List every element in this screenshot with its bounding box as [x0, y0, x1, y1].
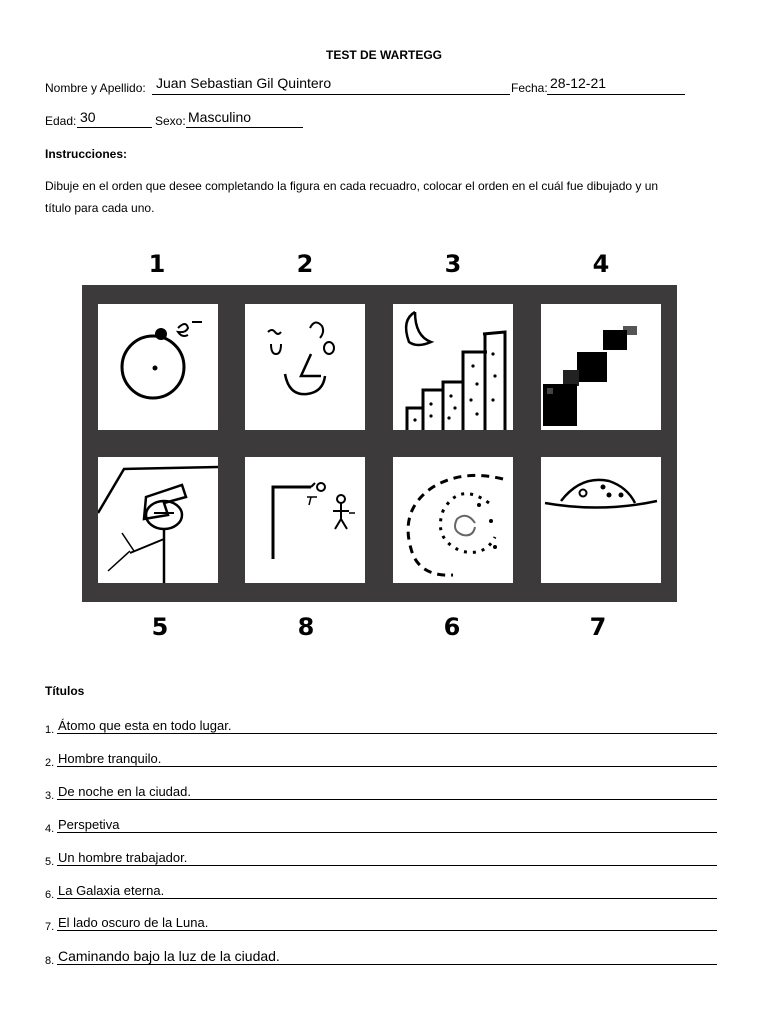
worker-drawing	[98, 457, 218, 583]
order-number-1: 1	[148, 250, 166, 278]
order-number-8: 8	[297, 613, 315, 641]
drawing-cell-3	[393, 304, 513, 430]
order-number-4: 4	[592, 250, 610, 278]
title-underline	[57, 898, 717, 899]
date-underline	[547, 94, 685, 95]
date-value: 28-12-21	[550, 75, 607, 91]
title-number: 6.	[45, 889, 55, 901]
title-underline	[57, 799, 717, 800]
title-number: 8.	[45, 955, 55, 967]
title-underline	[57, 964, 717, 965]
title-text: De noche en la ciudad.	[58, 784, 191, 799]
title-text: Un hombre trabajador.	[58, 850, 188, 865]
title-number: 1.	[45, 724, 55, 736]
order-number-5: 5	[151, 613, 169, 641]
title-text: Caminando bajo la luz de la ciudad.	[58, 948, 280, 964]
sex-label: Sexo:	[155, 114, 186, 128]
title-text: Hombre tranquilo.	[58, 751, 162, 766]
drawing-cell-7	[541, 457, 661, 583]
order-number-2: 2	[296, 250, 314, 278]
title-number: 4.	[45, 823, 55, 835]
title-text: El lado oscuro de la Luna.	[58, 915, 209, 930]
drawing-cell-1	[98, 304, 218, 430]
date-label: Fecha:	[511, 81, 548, 95]
atom-drawing	[98, 304, 218, 430]
page-title: TEST DE WARTEGG	[325, 48, 442, 62]
drawing-cell-4	[541, 304, 661, 430]
title-row	[45, 941, 717, 967]
title-number: 3.	[45, 790, 55, 802]
title-row	[45, 875, 717, 901]
walking-drawing	[245, 457, 365, 583]
title-underline	[57, 930, 717, 931]
title-underline	[57, 865, 717, 866]
title-number: 5.	[45, 856, 55, 868]
instructions-line-1: Dibuje en el orden que desee completando la figura en cada recuadro, colocar el orden en el cuál fue dibujado y un	[45, 179, 659, 193]
name-label: Nombre y Apellido:	[45, 81, 146, 95]
title-text: Perspetiva	[58, 817, 120, 832]
title-number: 7.	[45, 921, 55, 933]
instructions-line-2: título para cada uno.	[45, 201, 155, 215]
name-underline	[152, 94, 510, 95]
title-row	[45, 842, 717, 868]
title-row	[45, 809, 717, 835]
galaxy-drawing	[393, 457, 513, 583]
title-underline	[57, 832, 717, 833]
title-underline	[57, 733, 717, 734]
titles-heading: Títulos	[45, 684, 85, 698]
name-value: Juan Sebastian Gil Quintero	[156, 75, 332, 91]
order-number-6: 6	[443, 613, 461, 641]
age-label: Edad:	[45, 114, 77, 128]
title-text: Átomo que esta en todo lugar.	[58, 718, 232, 733]
title-row	[45, 776, 717, 802]
wartegg-panel	[82, 285, 677, 602]
title-underline	[57, 766, 717, 767]
drawing-cell-5	[98, 457, 218, 583]
title-number: 2.	[45, 757, 55, 769]
moon-drawing	[541, 457, 661, 583]
city-drawing	[393, 304, 513, 430]
age-value: 30	[80, 109, 96, 125]
title-row	[45, 743, 717, 769]
title-row	[45, 907, 717, 933]
order-number-7: 7	[589, 613, 607, 641]
title-row	[45, 710, 717, 736]
sex-value: Masculino	[188, 109, 252, 125]
title-text: La Galaxia eterna.	[58, 883, 165, 898]
age-underline	[77, 127, 152, 128]
instructions-heading: Instrucciones:	[45, 147, 128, 161]
sex-underline	[186, 127, 303, 128]
drawing-cell-2	[245, 304, 365, 430]
face-drawing	[245, 304, 365, 430]
drawing-cell-8	[245, 457, 365, 583]
drawing-cell-6	[393, 457, 513, 583]
order-number-3: 3	[444, 250, 462, 278]
perspective-drawing	[541, 304, 661, 430]
